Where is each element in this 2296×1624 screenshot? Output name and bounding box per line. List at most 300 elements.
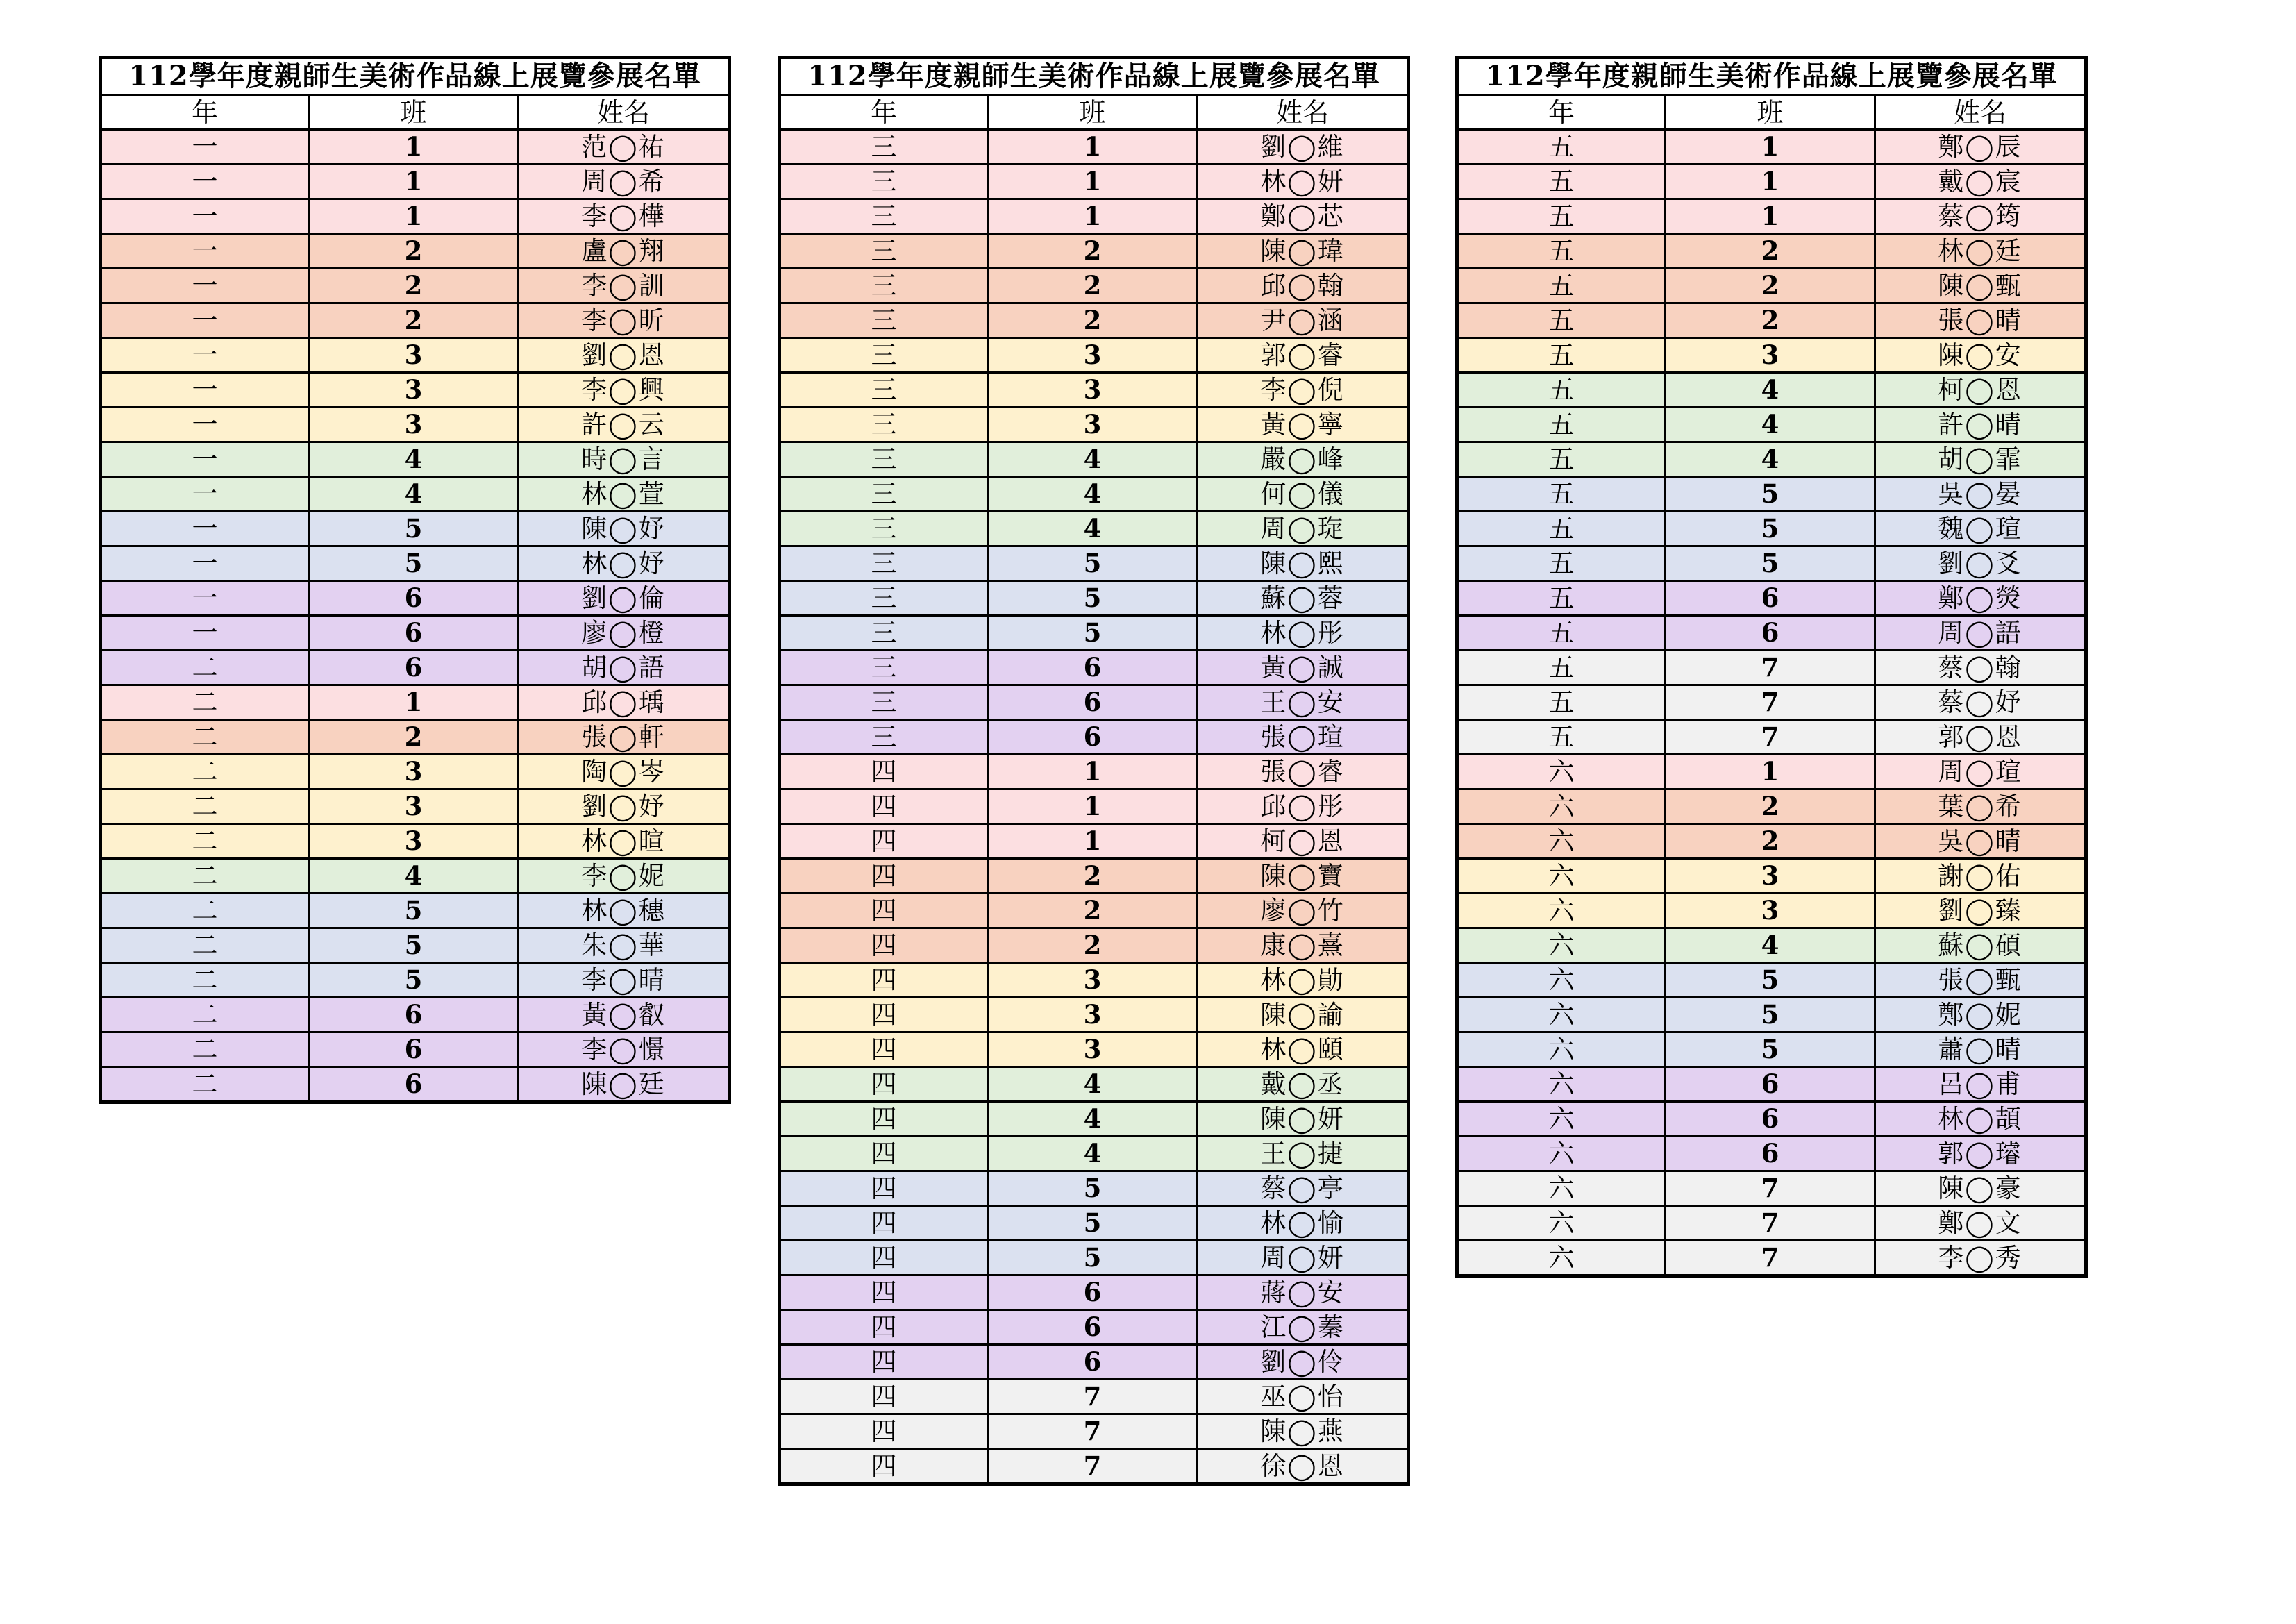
grade-cell: 四	[780, 1171, 988, 1206]
participant-table-right	[1455, 56, 2088, 1278]
table-row	[101, 477, 730, 512]
table-row	[780, 338, 1409, 373]
table-row	[780, 720, 1409, 755]
table-row	[780, 1380, 1409, 1414]
name-cell: 何◯儀	[1198, 477, 1409, 512]
grade-cell: 六	[1457, 755, 1666, 789]
name-cell: 周◯語	[1875, 616, 2086, 651]
class-cell: 3	[1666, 894, 1875, 928]
grade-cell: 六	[1457, 963, 1666, 998]
grade-cell: 六	[1457, 789, 1666, 824]
name-cell: 鄭◯熒	[1875, 581, 2086, 616]
class-cell: 6	[1666, 1137, 1875, 1171]
class-cell: 7	[988, 1380, 1198, 1414]
name-cell: 吳◯晴	[1875, 824, 2086, 859]
name-cell: 林◯勛	[1198, 963, 1409, 998]
grade-cell: 二	[101, 859, 309, 894]
table-row	[101, 581, 730, 616]
table-row	[780, 234, 1409, 269]
name-cell: 陳◯燕	[1198, 1414, 1409, 1449]
class-cell: 2	[988, 859, 1198, 894]
class-cell: 5	[988, 1171, 1198, 1206]
class-cell: 4	[1666, 928, 1875, 963]
grade-cell: 六	[1457, 1171, 1666, 1206]
name-cell: 柯◯恩	[1198, 824, 1409, 859]
table-row	[1457, 373, 2086, 408]
table-row	[101, 442, 730, 477]
class-cell: 1	[988, 165, 1198, 199]
grade-cell: 二	[101, 1067, 309, 1103]
grade-cell: 二	[101, 998, 309, 1032]
table-row	[1457, 824, 2086, 859]
name-cell: 許◯晴	[1875, 408, 2086, 442]
name-cell: 蘇◯碩	[1875, 928, 2086, 963]
grade-cell: 五	[1457, 130, 1666, 165]
name-cell: 林◯彤	[1198, 616, 1409, 651]
class-cell: 6	[1666, 616, 1875, 651]
header-class: 班	[309, 95, 519, 130]
class-cell: 5	[1666, 998, 1875, 1032]
name-cell: 鄭◯妮	[1875, 998, 2086, 1032]
grade-cell: 四	[780, 1345, 988, 1380]
class-cell: 5	[1666, 1032, 1875, 1067]
name-cell: 張◯晴	[1875, 303, 2086, 338]
name-cell: 巫◯怡	[1198, 1380, 1409, 1414]
class-cell: 1	[988, 130, 1198, 165]
table-row	[780, 963, 1409, 998]
name-cell: 黃◯寧	[1198, 408, 1409, 442]
table-row	[780, 755, 1409, 789]
participant-table-middle	[778, 56, 1410, 1486]
name-cell: 李◯興	[519, 373, 730, 408]
class-cell: 1	[309, 199, 519, 234]
class-cell: 1	[309, 685, 519, 720]
class-cell: 1	[988, 789, 1198, 824]
name-cell: 李◯憬	[519, 1032, 730, 1067]
class-cell: 6	[988, 1275, 1198, 1310]
class-cell: 4	[988, 477, 1198, 512]
grade-cell: 三	[780, 408, 988, 442]
grade-cell: 四	[780, 928, 988, 963]
grade-cell: 五	[1457, 199, 1666, 234]
grade-cell: 一	[101, 477, 309, 512]
table-title: 112學年度親師生美術作品線上展覽參展名單	[1457, 58, 2086, 95]
table-row	[780, 1137, 1409, 1171]
table-row	[1457, 1206, 2086, 1241]
table-row	[1457, 1032, 2086, 1067]
class-cell: 2	[309, 303, 519, 338]
table-row	[780, 1345, 1409, 1380]
name-cell: 李◯倪	[1198, 373, 1409, 408]
table-row	[780, 269, 1409, 303]
name-cell: 劉◯爻	[1875, 546, 2086, 581]
class-cell: 3	[309, 373, 519, 408]
class-cell: 2	[988, 303, 1198, 338]
name-cell: 黃◯誠	[1198, 651, 1409, 685]
table-row	[780, 859, 1409, 894]
name-cell: 李◯昕	[519, 303, 730, 338]
grade-cell: 二	[101, 720, 309, 755]
name-cell: 劉◯妤	[519, 789, 730, 824]
name-cell: 邱◯瑀	[519, 685, 730, 720]
class-cell: 3	[988, 373, 1198, 408]
name-cell: 胡◯語	[519, 651, 730, 685]
grade-cell: 六	[1457, 1032, 1666, 1067]
class-cell: 1	[1666, 199, 1875, 234]
name-cell: 葉◯希	[1875, 789, 2086, 824]
table-row	[101, 824, 730, 859]
class-cell: 2	[988, 894, 1198, 928]
grade-cell: 六	[1457, 824, 1666, 859]
grade-cell: 一	[101, 165, 309, 199]
grade-cell: 六	[1457, 1067, 1666, 1102]
grade-cell: 三	[780, 616, 988, 651]
name-cell: 劉◯維	[1198, 130, 1409, 165]
grade-cell: 三	[780, 651, 988, 685]
grade-cell: 四	[780, 1310, 988, 1345]
table-row	[101, 1032, 730, 1067]
class-cell: 6	[309, 581, 519, 616]
name-cell: 林◯穗	[519, 894, 730, 928]
table-row	[780, 1171, 1409, 1206]
name-cell: 蕭◯晴	[1875, 1032, 2086, 1067]
table-row	[780, 442, 1409, 477]
grade-cell: 三	[780, 373, 988, 408]
grade-cell: 一	[101, 546, 309, 581]
table-row	[101, 859, 730, 894]
class-cell: 4	[309, 859, 519, 894]
table-row	[1457, 685, 2086, 720]
table-row	[780, 477, 1409, 512]
name-cell: 林◯愉	[1198, 1206, 1409, 1241]
class-cell: 7	[1666, 651, 1875, 685]
class-cell: 7	[988, 1414, 1198, 1449]
class-cell: 5	[988, 616, 1198, 651]
table-row	[780, 1206, 1409, 1241]
table-row	[780, 1275, 1409, 1310]
grade-cell: 五	[1457, 512, 1666, 546]
name-cell: 尹◯涵	[1198, 303, 1409, 338]
table-row	[1457, 338, 2086, 373]
class-cell: 5	[988, 546, 1198, 581]
name-cell: 陳◯寶	[1198, 859, 1409, 894]
grade-cell: 六	[1457, 894, 1666, 928]
name-cell: 鄭◯文	[1875, 1206, 2086, 1241]
grade-cell: 五	[1457, 269, 1666, 303]
grade-cell: 三	[780, 685, 988, 720]
name-cell: 張◯軒	[519, 720, 730, 755]
class-cell: 2	[1666, 234, 1875, 269]
class-cell: 2	[988, 928, 1198, 963]
table-row	[780, 199, 1409, 234]
name-cell: 李◯訓	[519, 269, 730, 303]
grade-cell: 四	[780, 1449, 988, 1484]
name-cell: 陳◯瑋	[1198, 234, 1409, 269]
grade-cell: 四	[780, 998, 988, 1032]
table-row	[101, 234, 730, 269]
grade-cell: 四	[780, 1067, 988, 1102]
header-class: 班	[1666, 95, 1875, 130]
table-row	[780, 130, 1409, 165]
header-grade: 年	[780, 95, 988, 130]
table-row	[780, 408, 1409, 442]
name-cell: 王◯捷	[1198, 1137, 1409, 1171]
table-row	[780, 998, 1409, 1032]
table-row	[1457, 859, 2086, 894]
table-row	[1457, 581, 2086, 616]
header-name: 姓名	[1875, 95, 2086, 130]
grade-cell: 三	[780, 165, 988, 199]
name-cell: 郭◯睿	[1198, 338, 1409, 373]
table-row	[101, 789, 730, 824]
name-cell: 呂◯甫	[1875, 1067, 2086, 1102]
class-cell: 6	[988, 651, 1198, 685]
grade-cell: 一	[101, 269, 309, 303]
class-cell: 6	[1666, 1067, 1875, 1102]
table-row	[1457, 269, 2086, 303]
name-cell: 蔡◯翰	[1875, 651, 2086, 685]
grade-cell: 三	[780, 581, 988, 616]
class-cell: 3	[988, 998, 1198, 1032]
class-cell: 6	[988, 1310, 1198, 1345]
name-cell: 吳◯晏	[1875, 477, 2086, 512]
class-cell: 2	[309, 269, 519, 303]
grade-cell: 三	[780, 512, 988, 546]
table-row	[780, 1067, 1409, 1102]
class-cell: 5	[309, 512, 519, 546]
class-cell: 7	[1666, 720, 1875, 755]
grade-cell: 五	[1457, 442, 1666, 477]
grade-cell: 一	[101, 130, 309, 165]
name-cell: 蔡◯筠	[1875, 199, 2086, 234]
table-row	[1457, 546, 2086, 581]
grade-cell: 五	[1457, 685, 1666, 720]
name-cell: 林◯妤	[519, 546, 730, 581]
table-row	[780, 581, 1409, 616]
class-cell: 5	[1666, 512, 1875, 546]
table-row	[780, 651, 1409, 685]
class-cell: 2	[309, 720, 519, 755]
class-cell: 2	[988, 234, 1198, 269]
grade-cell: 四	[780, 1275, 988, 1310]
name-cell: 陳◯妤	[519, 512, 730, 546]
table-row	[1457, 130, 2086, 165]
table-row	[780, 616, 1409, 651]
class-cell: 3	[309, 789, 519, 824]
name-cell: 江◯蓁	[1198, 1310, 1409, 1345]
table-row	[780, 303, 1409, 338]
class-cell: 7	[1666, 685, 1875, 720]
table-row	[101, 616, 730, 651]
grade-cell: 二	[101, 963, 309, 998]
name-cell: 陶◯岑	[519, 755, 730, 789]
class-cell: 4	[988, 1102, 1198, 1137]
table-row	[1457, 963, 2086, 998]
grade-cell: 五	[1457, 616, 1666, 651]
name-cell: 陳◯妍	[1198, 1102, 1409, 1137]
table-row	[780, 546, 1409, 581]
table-row	[1457, 789, 2086, 824]
name-cell: 朱◯華	[519, 928, 730, 963]
name-cell: 張◯睿	[1198, 755, 1409, 789]
name-cell: 鄭◯辰	[1875, 130, 2086, 165]
grade-cell: 五	[1457, 165, 1666, 199]
name-cell: 李◯秀	[1875, 1241, 2086, 1276]
table-row	[1457, 1102, 2086, 1137]
table-title: 112學年度親師生美術作品線上展覽參展名單	[780, 58, 1409, 95]
name-cell: 戴◯丞	[1198, 1067, 1409, 1102]
grade-cell: 一	[101, 512, 309, 546]
name-cell: 陳◯諭	[1198, 998, 1409, 1032]
table-row	[1457, 1171, 2086, 1206]
table-row	[1457, 408, 2086, 442]
class-cell: 1	[988, 824, 1198, 859]
grade-cell: 三	[780, 546, 988, 581]
table-row	[1457, 755, 2086, 789]
grade-cell: 一	[101, 581, 309, 616]
class-cell: 4	[988, 1067, 1198, 1102]
table-row	[101, 130, 730, 165]
name-cell: 魏◯瑄	[1875, 512, 2086, 546]
grade-cell: 六	[1457, 1206, 1666, 1241]
class-cell: 6	[988, 1345, 1198, 1380]
grade-cell: 二	[101, 651, 309, 685]
header-grade: 年	[1457, 95, 1666, 130]
name-cell: 鄭◯芯	[1198, 199, 1409, 234]
table-row	[101, 408, 730, 442]
grade-cell: 一	[101, 408, 309, 442]
name-cell: 盧◯翔	[519, 234, 730, 269]
name-cell: 蔡◯亭	[1198, 1171, 1409, 1206]
table-row	[780, 1414, 1409, 1449]
name-cell: 陳◯豪	[1875, 1171, 2086, 1206]
name-cell: 徐◯恩	[1198, 1449, 1409, 1484]
name-cell: 林◯廷	[1875, 234, 2086, 269]
grade-cell: 四	[780, 1241, 988, 1275]
grade-cell: 六	[1457, 1241, 1666, 1276]
class-cell: 4	[1666, 373, 1875, 408]
class-cell: 5	[988, 581, 1198, 616]
class-cell: 3	[1666, 859, 1875, 894]
grade-cell: 六	[1457, 1137, 1666, 1171]
class-cell: 6	[309, 998, 519, 1032]
class-cell: 2	[1666, 303, 1875, 338]
class-cell: 5	[309, 546, 519, 581]
name-cell: 嚴◯峰	[1198, 442, 1409, 477]
table-row	[101, 685, 730, 720]
table-title: 112學年度親師生美術作品線上展覽參展名單	[101, 58, 730, 95]
table-row	[101, 755, 730, 789]
grade-cell: 一	[101, 234, 309, 269]
name-cell: 劉◯臻	[1875, 894, 2086, 928]
grade-cell: 二	[101, 685, 309, 720]
grade-cell: 三	[780, 234, 988, 269]
name-cell: 林◯頡	[1875, 1102, 2086, 1137]
table-row	[101, 199, 730, 234]
name-cell: 戴◯宸	[1875, 165, 2086, 199]
name-cell: 李◯晴	[519, 963, 730, 998]
grade-cell: 五	[1457, 651, 1666, 685]
name-cell: 王◯安	[1198, 685, 1409, 720]
class-cell: 7	[988, 1449, 1198, 1484]
class-cell: 4	[309, 442, 519, 477]
header-name: 姓名	[519, 95, 730, 130]
class-cell: 3	[309, 338, 519, 373]
grade-cell: 一	[101, 616, 309, 651]
class-cell: 5	[309, 928, 519, 963]
grade-cell: 三	[780, 303, 988, 338]
grade-cell: 四	[780, 963, 988, 998]
grade-cell: 四	[780, 1206, 988, 1241]
class-cell: 5	[1666, 963, 1875, 998]
class-cell: 7	[1666, 1206, 1875, 1241]
grade-cell: 二	[101, 789, 309, 824]
table-row	[1457, 928, 2086, 963]
grade-cell: 一	[101, 199, 309, 234]
name-cell: 廖◯竹	[1198, 894, 1409, 928]
class-cell: 5	[309, 894, 519, 928]
table-row	[101, 546, 730, 581]
class-cell: 5	[1666, 477, 1875, 512]
table-row	[1457, 1067, 2086, 1102]
name-cell: 許◯云	[519, 408, 730, 442]
grade-cell: 四	[780, 1032, 988, 1067]
class-cell: 3	[1666, 338, 1875, 373]
class-cell: 7	[1666, 1171, 1875, 1206]
class-cell: 5	[988, 1206, 1198, 1241]
name-cell: 林◯頤	[1198, 1032, 1409, 1067]
table-row	[101, 963, 730, 998]
class-cell: 3	[309, 824, 519, 859]
class-cell: 6	[309, 1032, 519, 1067]
table-row	[101, 512, 730, 546]
grade-cell: 四	[780, 1137, 988, 1171]
table-row	[101, 894, 730, 928]
table-row	[101, 651, 730, 685]
class-cell: 2	[1666, 824, 1875, 859]
grade-cell: 三	[780, 720, 988, 755]
table-row	[780, 685, 1409, 720]
table-row	[1457, 616, 2086, 651]
name-cell: 康◯熹	[1198, 928, 1409, 963]
class-cell: 1	[1666, 130, 1875, 165]
name-cell: 柯◯恩	[1875, 373, 2086, 408]
table-row	[101, 338, 730, 373]
table-row	[780, 512, 1409, 546]
grade-cell: 五	[1457, 234, 1666, 269]
name-cell: 陳◯安	[1875, 338, 2086, 373]
class-cell: 6	[309, 616, 519, 651]
table-row	[780, 1449, 1409, 1484]
grade-cell: 一	[101, 373, 309, 408]
name-cell: 劉◯伶	[1198, 1345, 1409, 1380]
name-cell: 林◯妍	[1198, 165, 1409, 199]
class-cell: 5	[309, 963, 519, 998]
participant-table-left	[99, 56, 731, 1104]
table-row	[780, 1032, 1409, 1067]
name-cell: 劉◯倫	[519, 581, 730, 616]
class-cell: 4	[988, 512, 1198, 546]
class-cell: 1	[988, 199, 1198, 234]
name-cell: 蘇◯蓉	[1198, 581, 1409, 616]
class-cell: 3	[988, 963, 1198, 998]
table-row	[1457, 165, 2086, 199]
class-cell: 6	[1666, 581, 1875, 616]
grade-cell: 二	[101, 894, 309, 928]
class-cell: 5	[988, 1241, 1198, 1275]
table-row	[780, 165, 1409, 199]
grade-cell: 三	[780, 199, 988, 234]
